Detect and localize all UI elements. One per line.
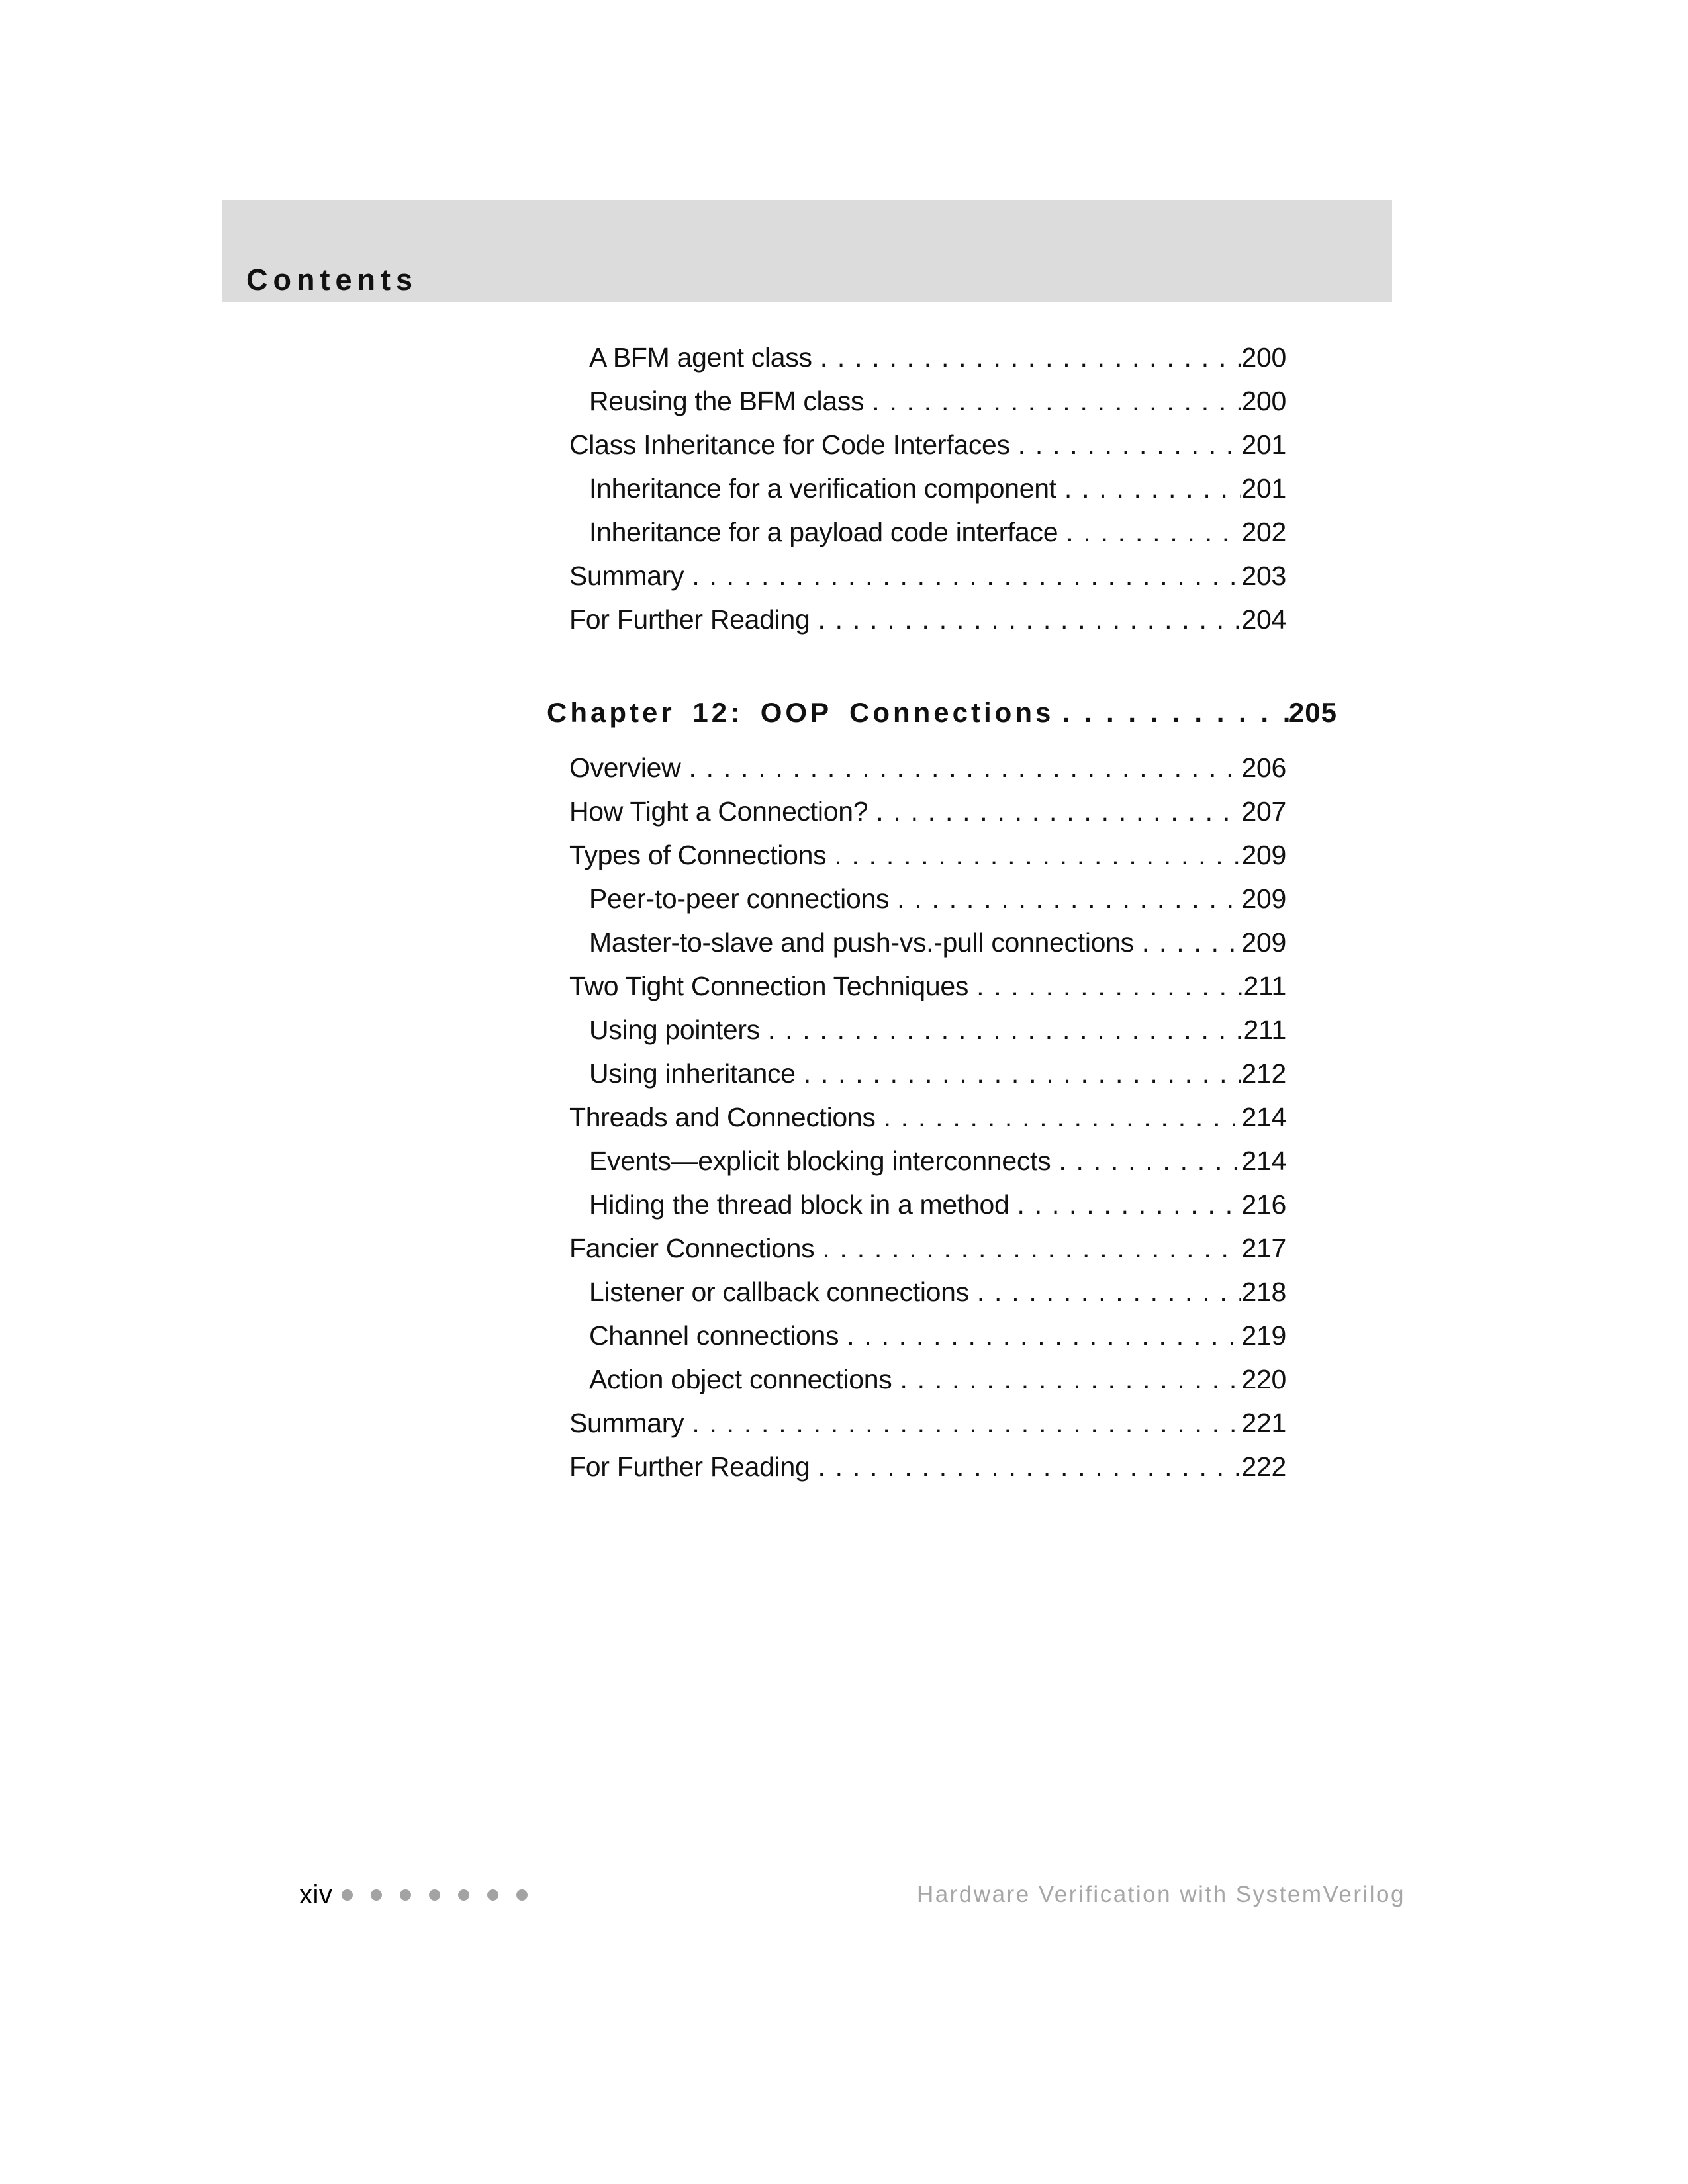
footer-dot — [342, 1889, 353, 1901]
toc-page-number: 209 — [1241, 884, 1286, 914]
toc-dot-leader — [868, 790, 1241, 833]
toc-row-label: Master-to-slave and push-vs.-pull connections — [589, 927, 1134, 958]
toc-row-label: Channel connections — [589, 1320, 839, 1351]
toc-page-number: 201 — [1241, 430, 1286, 460]
toc-row — [569, 1139, 1286, 1183]
toc-row — [569, 1226, 1286, 1270]
toc-page-number: 201 — [1241, 473, 1286, 504]
footer-dot — [400, 1889, 411, 1901]
toc-row — [569, 921, 1286, 964]
toc-page-number: 203 — [1241, 561, 1286, 591]
toc-page-number: 205 — [1288, 697, 1337, 728]
toc-dot-leader — [810, 1445, 1241, 1488]
toc-page-number: 209 — [1241, 927, 1286, 958]
toc-dot-leader — [812, 336, 1242, 379]
toc-page-number: 214 — [1241, 1102, 1286, 1132]
toc-row-label: Peer-to-peer connections — [589, 884, 890, 914]
toc-row — [569, 467, 1286, 510]
toc-row — [569, 746, 1286, 790]
toc-row-label: For Further Reading — [569, 1451, 810, 1482]
toc-row-label: Using inheritance — [589, 1058, 796, 1089]
toc-row-label: Types of Connections — [569, 840, 827, 870]
toc-dot-leader — [1009, 1183, 1242, 1226]
toc-page-number: 200 — [1241, 386, 1286, 416]
toc-row — [569, 554, 1286, 598]
toc-page-number: 220 — [1241, 1364, 1286, 1394]
toc-dot-leader — [1051, 1139, 1241, 1183]
toc-row — [569, 1314, 1286, 1357]
page-title: Contents — [246, 263, 418, 296]
toc-row — [569, 790, 1286, 833]
toc-row — [569, 964, 1286, 1008]
footer-dot — [516, 1889, 528, 1901]
toc-dot-leader — [810, 598, 1241, 641]
toc-dot-leader — [1134, 921, 1242, 964]
footer-left — [299, 1878, 528, 1911]
toc-row — [569, 1095, 1286, 1139]
contents-header-bar — [222, 200, 1392, 302]
toc-dot-leader — [796, 1052, 1242, 1095]
toc-row — [569, 1357, 1286, 1401]
toc-row-label: For Further Reading — [569, 604, 810, 635]
toc-page-number: 207 — [1241, 796, 1286, 827]
toc-row-label: Inheritance for a payload code interface — [589, 517, 1058, 547]
toc-page-number: 221 — [1241, 1408, 1286, 1438]
toc-row — [569, 1052, 1286, 1095]
toc-row-label: Summary — [569, 1408, 684, 1438]
toc-page-number: 214 — [1241, 1146, 1286, 1176]
toc-dot-leader — [684, 1401, 1241, 1445]
toc-row-label: Inheritance for a verification component — [589, 473, 1056, 504]
toc-row — [569, 336, 1286, 379]
footer-page-number: xiv — [299, 1880, 333, 1909]
toc-page-number: 206 — [1241, 752, 1286, 783]
toc-row-label: Events—explicit blocking interconnects — [589, 1146, 1051, 1176]
toc-page-number: 219 — [1241, 1320, 1286, 1351]
toc-row — [569, 833, 1286, 877]
toc-page-number: 216 — [1241, 1189, 1286, 1220]
toc-dot-leader — [1054, 686, 1289, 739]
toc-dot-leader — [969, 1270, 1242, 1314]
footer-dot — [429, 1889, 440, 1901]
toc-row — [569, 510, 1286, 554]
toc-row-label: Summary — [569, 561, 684, 591]
footer-dot — [458, 1889, 469, 1901]
footer-dot — [371, 1889, 382, 1901]
toc-row — [569, 1401, 1286, 1445]
toc-row-label: Fancier Connections — [569, 1233, 815, 1263]
toc-row — [569, 1183, 1286, 1226]
toc-dot-leader — [892, 1357, 1241, 1401]
footer-dot — [487, 1889, 498, 1901]
toc-dot-leader — [876, 1095, 1242, 1139]
toc-page-number: 222 — [1241, 1451, 1286, 1482]
toc-row-label: How Tight a Connection? — [569, 796, 868, 827]
toc-dot-leader — [968, 964, 1243, 1008]
toc-row — [569, 423, 1286, 467]
toc-row-label: Listener or callback connections — [589, 1277, 969, 1307]
toc-dot-leader — [1056, 467, 1242, 510]
toc-row-label: Two Tight Connection Techniques — [569, 971, 969, 1001]
toc-page-number: 209 — [1241, 840, 1286, 870]
toc-dot-leader — [680, 746, 1241, 790]
toc-row — [569, 1008, 1286, 1052]
footer-book-title: Hardware Verification with SystemVerilog — [916, 1882, 1405, 1907]
toc-dot-leader — [1010, 423, 1242, 467]
toc-page-number: 202 — [1241, 517, 1286, 547]
toc-page-number: 217 — [1241, 1233, 1286, 1263]
toc-row-label: Class Inheritance for Code Interfaces — [569, 430, 1010, 460]
table-of-contents — [547, 336, 1337, 1488]
toc-row-label: Using pointers — [589, 1015, 760, 1045]
toc-row-label: A BFM agent class — [589, 342, 812, 373]
toc-page-number: 211 — [1243, 971, 1286, 1001]
toc-row — [569, 598, 1286, 641]
toc-dot-leader — [814, 1226, 1241, 1270]
toc-chapter-heading-row — [547, 686, 1337, 739]
footer-dots — [342, 1889, 528, 1901]
toc-dot-leader — [839, 1314, 1241, 1357]
toc-dot-leader — [684, 554, 1241, 598]
toc-page-number: 218 — [1241, 1277, 1286, 1307]
toc-row — [569, 1270, 1286, 1314]
toc-row-label: Action object connections — [589, 1364, 892, 1394]
toc-row — [569, 877, 1286, 921]
toc-dot-leader — [889, 877, 1241, 921]
toc-row-label: Chapter 12: OOP Connections — [547, 697, 1055, 728]
toc-page-number: 204 — [1241, 604, 1286, 635]
toc-row-label: Reusing the BFM class — [589, 386, 865, 416]
toc-dot-leader — [760, 1008, 1244, 1052]
toc-page-number: 212 — [1241, 1058, 1286, 1089]
toc-row-label: Hiding the thread block in a method — [589, 1189, 1009, 1220]
toc-page-number: 200 — [1241, 342, 1286, 373]
toc-row-label: Threads and Connections — [569, 1102, 876, 1132]
toc-dot-leader — [1058, 510, 1241, 554]
toc-row — [569, 1445, 1286, 1488]
toc-dot-leader — [826, 833, 1241, 877]
toc-row — [569, 379, 1286, 423]
toc-row-label: Overview — [569, 752, 681, 783]
toc-dot-leader — [864, 379, 1241, 423]
toc-page-number: 211 — [1243, 1015, 1286, 1045]
